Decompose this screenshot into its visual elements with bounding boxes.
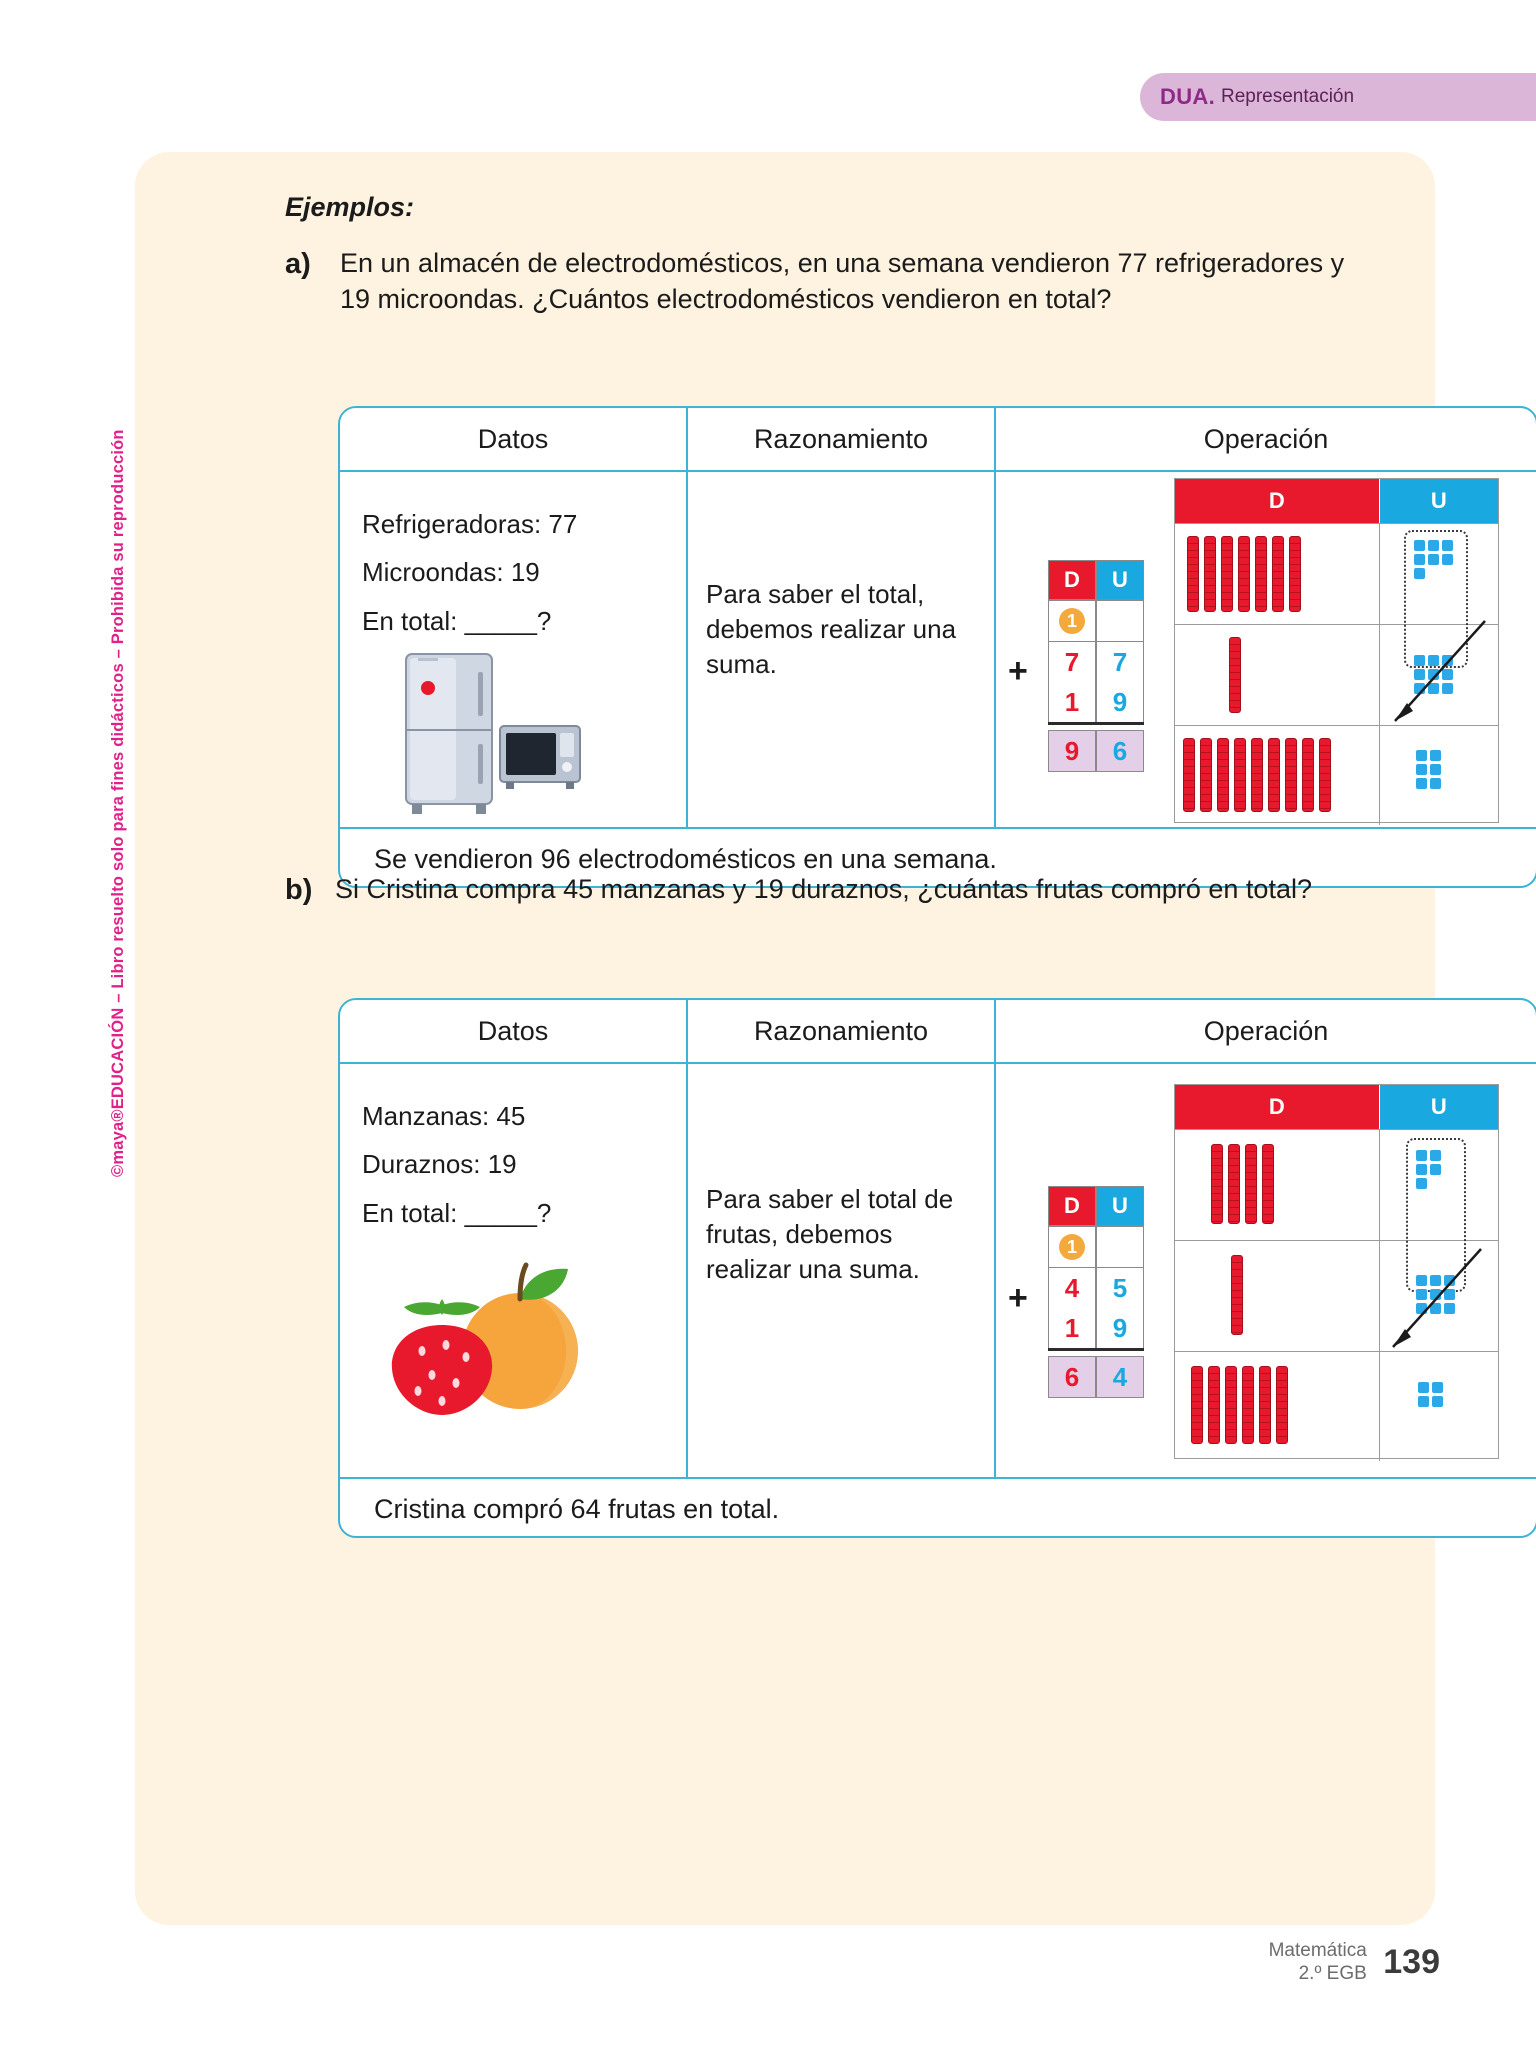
sum-col-d: D — [1048, 560, 1096, 600]
refrigerator-illustration — [398, 652, 508, 817]
datos-list — [362, 1092, 551, 1237]
sum-result — [1048, 730, 1144, 772]
sum-col-u: U — [1096, 1186, 1144, 1226]
digit: 7 — [1048, 642, 1096, 682]
copyright-sidenote: ©maya®EDUCACIÓN – Libro resuelto solo para fines didácticos – Prohibida su reproducción — [109, 429, 127, 1177]
example-b-label: b) — [285, 874, 313, 906]
footer-grade: 2.º EGB — [1298, 1963, 1367, 1985]
example-a-statement: En un almacén de electrodomésticos, en una semana vendieron 77 refrigeradores y 19 microondas. ¿Cuántos electrodomésticos vendieron en total? — [340, 248, 1345, 314]
pv-tens-1 — [1175, 1130, 1379, 1240]
sum-header — [1048, 1186, 1144, 1226]
cell-operacion — [996, 472, 1536, 827]
pv-header-u: U — [1379, 479, 1498, 523]
carry-cell-empty — [1096, 1226, 1144, 1268]
microwave-illustration — [498, 722, 584, 792]
list-item: Microondas: 19 — [362, 557, 540, 588]
sum-addend-1 — [1048, 1268, 1144, 1308]
dua-banner-text: Representación — [1220, 86, 1355, 107]
page-number: 139 — [1383, 1942, 1440, 1981]
example-a-label: a) — [285, 248, 311, 280]
example-b-table — [338, 998, 1536, 1538]
header-datos: Datos — [340, 1000, 688, 1062]
sum-rule — [1048, 1348, 1144, 1351]
pv-header-d: D — [1175, 1085, 1379, 1129]
list-item: En total: _____? — [362, 1197, 552, 1228]
list-item: Manzanas: 45 — [362, 1101, 526, 1131]
cell-razonamiento — [688, 1064, 996, 1477]
razonamiento-text: Para saber el total, debemos realizar una suma. — [706, 579, 957, 680]
list-item: Refrigeradoras: 77 — [362, 509, 578, 539]
sum-addend-2 — [1048, 682, 1144, 722]
sum-addend-2 — [1048, 1308, 1144, 1348]
vertical-sum-a — [1048, 560, 1144, 772]
carry-cell — [1048, 1226, 1096, 1268]
plus-sign-a: + — [1008, 652, 1028, 690]
example-a-answer: Se vendieron 96 electrodomésticos en una semana. — [340, 827, 1536, 888]
pv-row-1 — [1175, 1129, 1498, 1240]
footer-subject-block — [1269, 1939, 1367, 1987]
razonamiento-text: Para saber el total de frutas, debemos realizar una suma. — [706, 1184, 954, 1285]
table-header-row — [340, 1000, 1536, 1064]
carry-cell-empty — [1096, 600, 1144, 642]
sum-result — [1048, 1356, 1144, 1398]
sum-carry-row — [1048, 1226, 1144, 1268]
carry-cell — [1048, 600, 1096, 642]
digit: 9 — [1096, 682, 1144, 722]
vertical-sum-b — [1048, 1186, 1144, 1398]
example-b-answer: Cristina compró 64 frutas en total. — [340, 1477, 1536, 1538]
page-title: Ejemplos: — [285, 192, 415, 222]
pv-header — [1175, 1085, 1498, 1129]
carry-value: 1 — [1059, 608, 1085, 634]
fruit-illustration — [380, 1259, 610, 1419]
digit: 9 — [1048, 730, 1096, 772]
header-operacion: Operación — [1203, 1015, 1329, 1046]
cell-operacion — [996, 1064, 1536, 1477]
pv-tens-1 — [1175, 524, 1379, 624]
pv-header-d: D — [1175, 479, 1379, 523]
digit: 1 — [1048, 682, 1096, 722]
digit: 5 — [1096, 1268, 1144, 1308]
header-operacion: Operación — [1203, 423, 1329, 454]
digit: 6 — [1096, 730, 1144, 772]
pv-tens-3 — [1175, 726, 1379, 825]
cell-datos — [340, 1064, 688, 1477]
footer-subject: Matemática — [1268, 1939, 1367, 1961]
pv-tens-2 — [1175, 625, 1379, 725]
carry-arrow-a — [1355, 599, 1505, 749]
plus-sign-b: + — [1008, 1279, 1028, 1317]
cell-razonamiento — [688, 472, 996, 827]
carry-arrow-b — [1351, 1225, 1501, 1375]
header-razonamiento: Razonamiento — [688, 1000, 996, 1062]
dua-banner-bold: DUA. — [1160, 84, 1215, 109]
table-body-row — [340, 1064, 1536, 1477]
sum-col-d: D — [1048, 1186, 1096, 1226]
sum-header — [1048, 560, 1144, 600]
cell-datos — [340, 472, 688, 827]
digit: 7 — [1096, 642, 1144, 682]
sum-rule — [1048, 722, 1144, 725]
example-b-statement: Si Cristina compra 45 manzanas y 19 duraznos, ¿cuántas frutas compró en total? — [335, 874, 1312, 904]
carry-value: 1 — [1059, 1234, 1085, 1260]
dua-banner — [1140, 73, 1536, 121]
place-value-grid-b — [1174, 1084, 1499, 1459]
page-footer — [1269, 1939, 1440, 1987]
pv-units-1 — [1379, 1130, 1498, 1240]
sum-carry-row — [1048, 600, 1144, 642]
table-body-row — [340, 472, 1536, 827]
pv-tens-3 — [1175, 1352, 1379, 1461]
list-item: En total: _____? — [362, 605, 552, 636]
digit: 4 — [1048, 1268, 1096, 1308]
header-razonamiento: Razonamiento — [688, 408, 996, 470]
digit: 4 — [1096, 1356, 1144, 1398]
digit: 6 — [1048, 1356, 1096, 1398]
digit: 9 — [1096, 1308, 1144, 1348]
pv-header-u: U — [1379, 1085, 1498, 1129]
pv-tens-2 — [1175, 1241, 1379, 1351]
header-datos: Datos — [340, 408, 688, 470]
digit: 1 — [1048, 1308, 1096, 1348]
example-a-table — [338, 406, 1536, 888]
sum-addend-1 — [1048, 642, 1144, 682]
sum-col-u: U — [1096, 560, 1144, 600]
place-value-grid-a — [1174, 478, 1499, 823]
content-panel — [109, 152, 1447, 1925]
list-item: Duraznos: 19 — [362, 1149, 517, 1180]
table-header-row — [340, 408, 1536, 472]
pv-header — [1175, 479, 1498, 523]
datos-list — [362, 500, 577, 645]
